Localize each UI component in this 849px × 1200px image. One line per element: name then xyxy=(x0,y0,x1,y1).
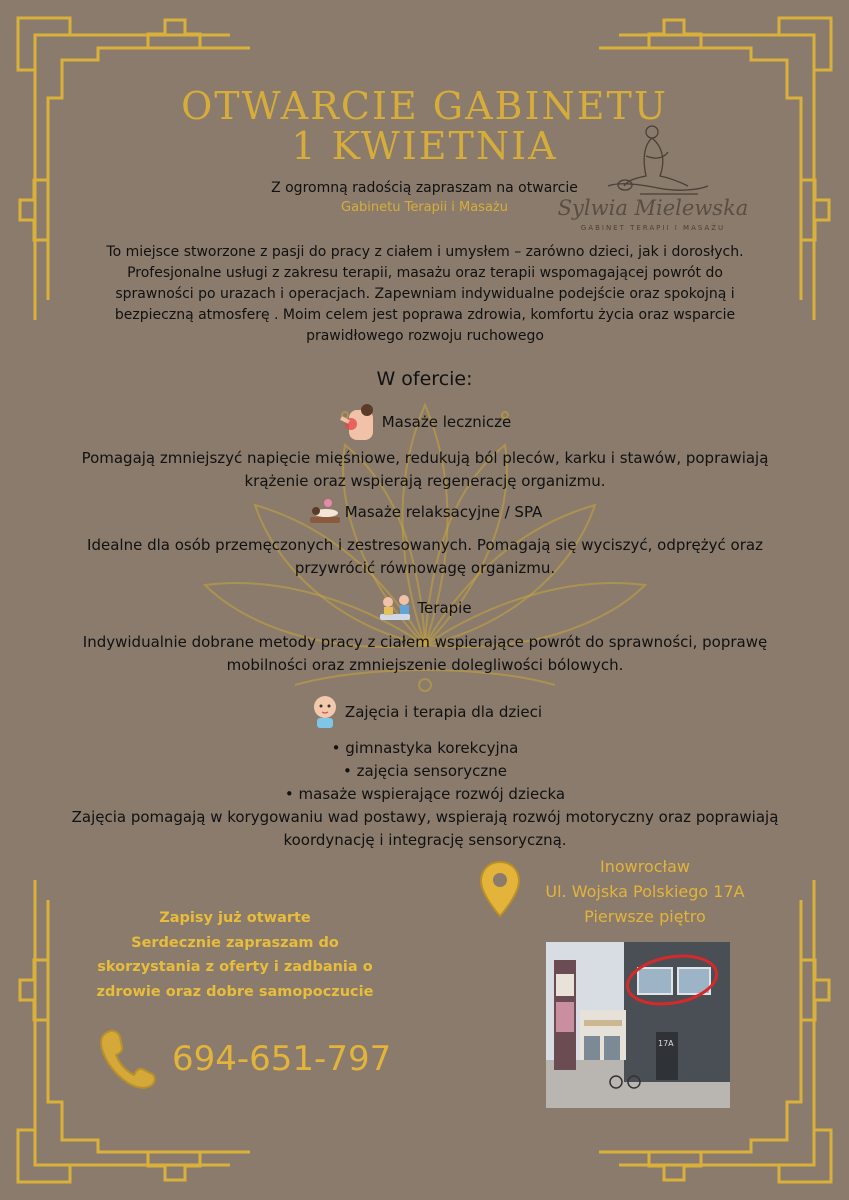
signup-line-2: Serdecznie zapraszam do skorzystania z oferty i zadbania o zdrowie oraz dobre samopoczucie xyxy=(96,934,374,1000)
offer-bullet: • zajęcia sensoryczne xyxy=(343,762,507,780)
mission-text: To miejsce stworzone z pasji do pracy z ciałem i umysłem – zarówno dzieci, jak i dorosłych. Profesjonalne usługi z zakresu terapii, masażu oraz terapii wspomagającej powrót do sprawności po urazach i operacjach. Zapewniam indywidualne podejście oraz spokojną i bezpieczną atmosferę . Moim celem jest poprawa zdrowia, komfortu życia oraz wsparcie prawidłowego rozwoju ruchowego xyxy=(106,244,744,344)
offer-title: Terapie xyxy=(417,598,472,617)
logo-subtitle: GABINET TERAPII I MASAŻU xyxy=(580,224,726,232)
building-number: 17A xyxy=(658,1039,674,1048)
offer-description: Zajęcia pomagają w korygowaniu wad postawy, wspierają rozwój motoryczny oraz poprawiają koordynację i integrację sensoryczną. xyxy=(71,808,779,849)
building-photo xyxy=(546,942,730,1108)
phone-icon xyxy=(94,1025,160,1091)
offer-title: Masaże relaksacyjne / SPA xyxy=(344,502,543,521)
address-floor: Pierwsze piętro xyxy=(584,907,706,926)
offer-title-row xyxy=(378,592,471,624)
title-line-2: 1 KWIETNIA xyxy=(291,124,558,168)
massage-back-icon xyxy=(339,404,379,440)
offer-title: Zajęcia i terapia dla dzieci xyxy=(344,702,543,721)
spa-icon xyxy=(308,497,342,527)
location-pin-icon xyxy=(479,860,521,918)
offer-item xyxy=(60,404,790,493)
offer-description: Pomagają zmniejszyć napięcie mięśniowe, redukują ból pleców, karku i stawów, poprawiają krążenie oraz wspierają regenerację organizmu. xyxy=(81,449,769,490)
baby-icon xyxy=(308,694,342,730)
phone-number[interactable]: 694-651-797 xyxy=(172,1039,392,1079)
intro-highlight: Gabinetu Terapii i Masażu xyxy=(341,200,508,215)
offer-item xyxy=(60,592,790,677)
signup-line-1: Zapisy już otwarte xyxy=(159,910,311,926)
address-city: Inowrocław xyxy=(600,857,690,876)
therapy-icon xyxy=(378,592,414,624)
offer-title: Masaże lecznicze xyxy=(381,412,512,431)
intro-text: Z ogromną radością zapraszam na otwarcie xyxy=(271,180,578,196)
address-street: Ul. Wojska Polskiego 17A xyxy=(545,882,745,901)
offer-description: Idealne dla osób przemęczonych i zestresowanych. Pomagają się wyciszyć, odprężyć oraz przywrócić równowagę organizmu. xyxy=(87,536,763,577)
address xyxy=(530,854,760,929)
logo-signature: Sylwia Mielewska xyxy=(557,196,749,220)
offer-title-row xyxy=(308,497,543,527)
intro xyxy=(0,178,849,218)
offer-item xyxy=(60,694,790,852)
title-line-1: OTWARCIE GABINETU xyxy=(181,84,668,128)
offer-title-row xyxy=(308,694,542,730)
offer-heading: W ofercie: xyxy=(376,368,473,390)
offer-description: Indywidualnie dobrane metody pracy z ciałem wspierające powrót do sprawności, poprawę mobilności oraz zmniejszenie dolegliwości bólowych. xyxy=(82,633,768,674)
offer-title-row xyxy=(339,404,512,440)
signup-block xyxy=(85,906,385,1004)
offer-item xyxy=(60,497,790,580)
offer-bullet: • masaże wspierające rozwój dziecka xyxy=(284,785,566,803)
offer-bullet: • gimnastyka korekcyjna xyxy=(331,739,519,757)
